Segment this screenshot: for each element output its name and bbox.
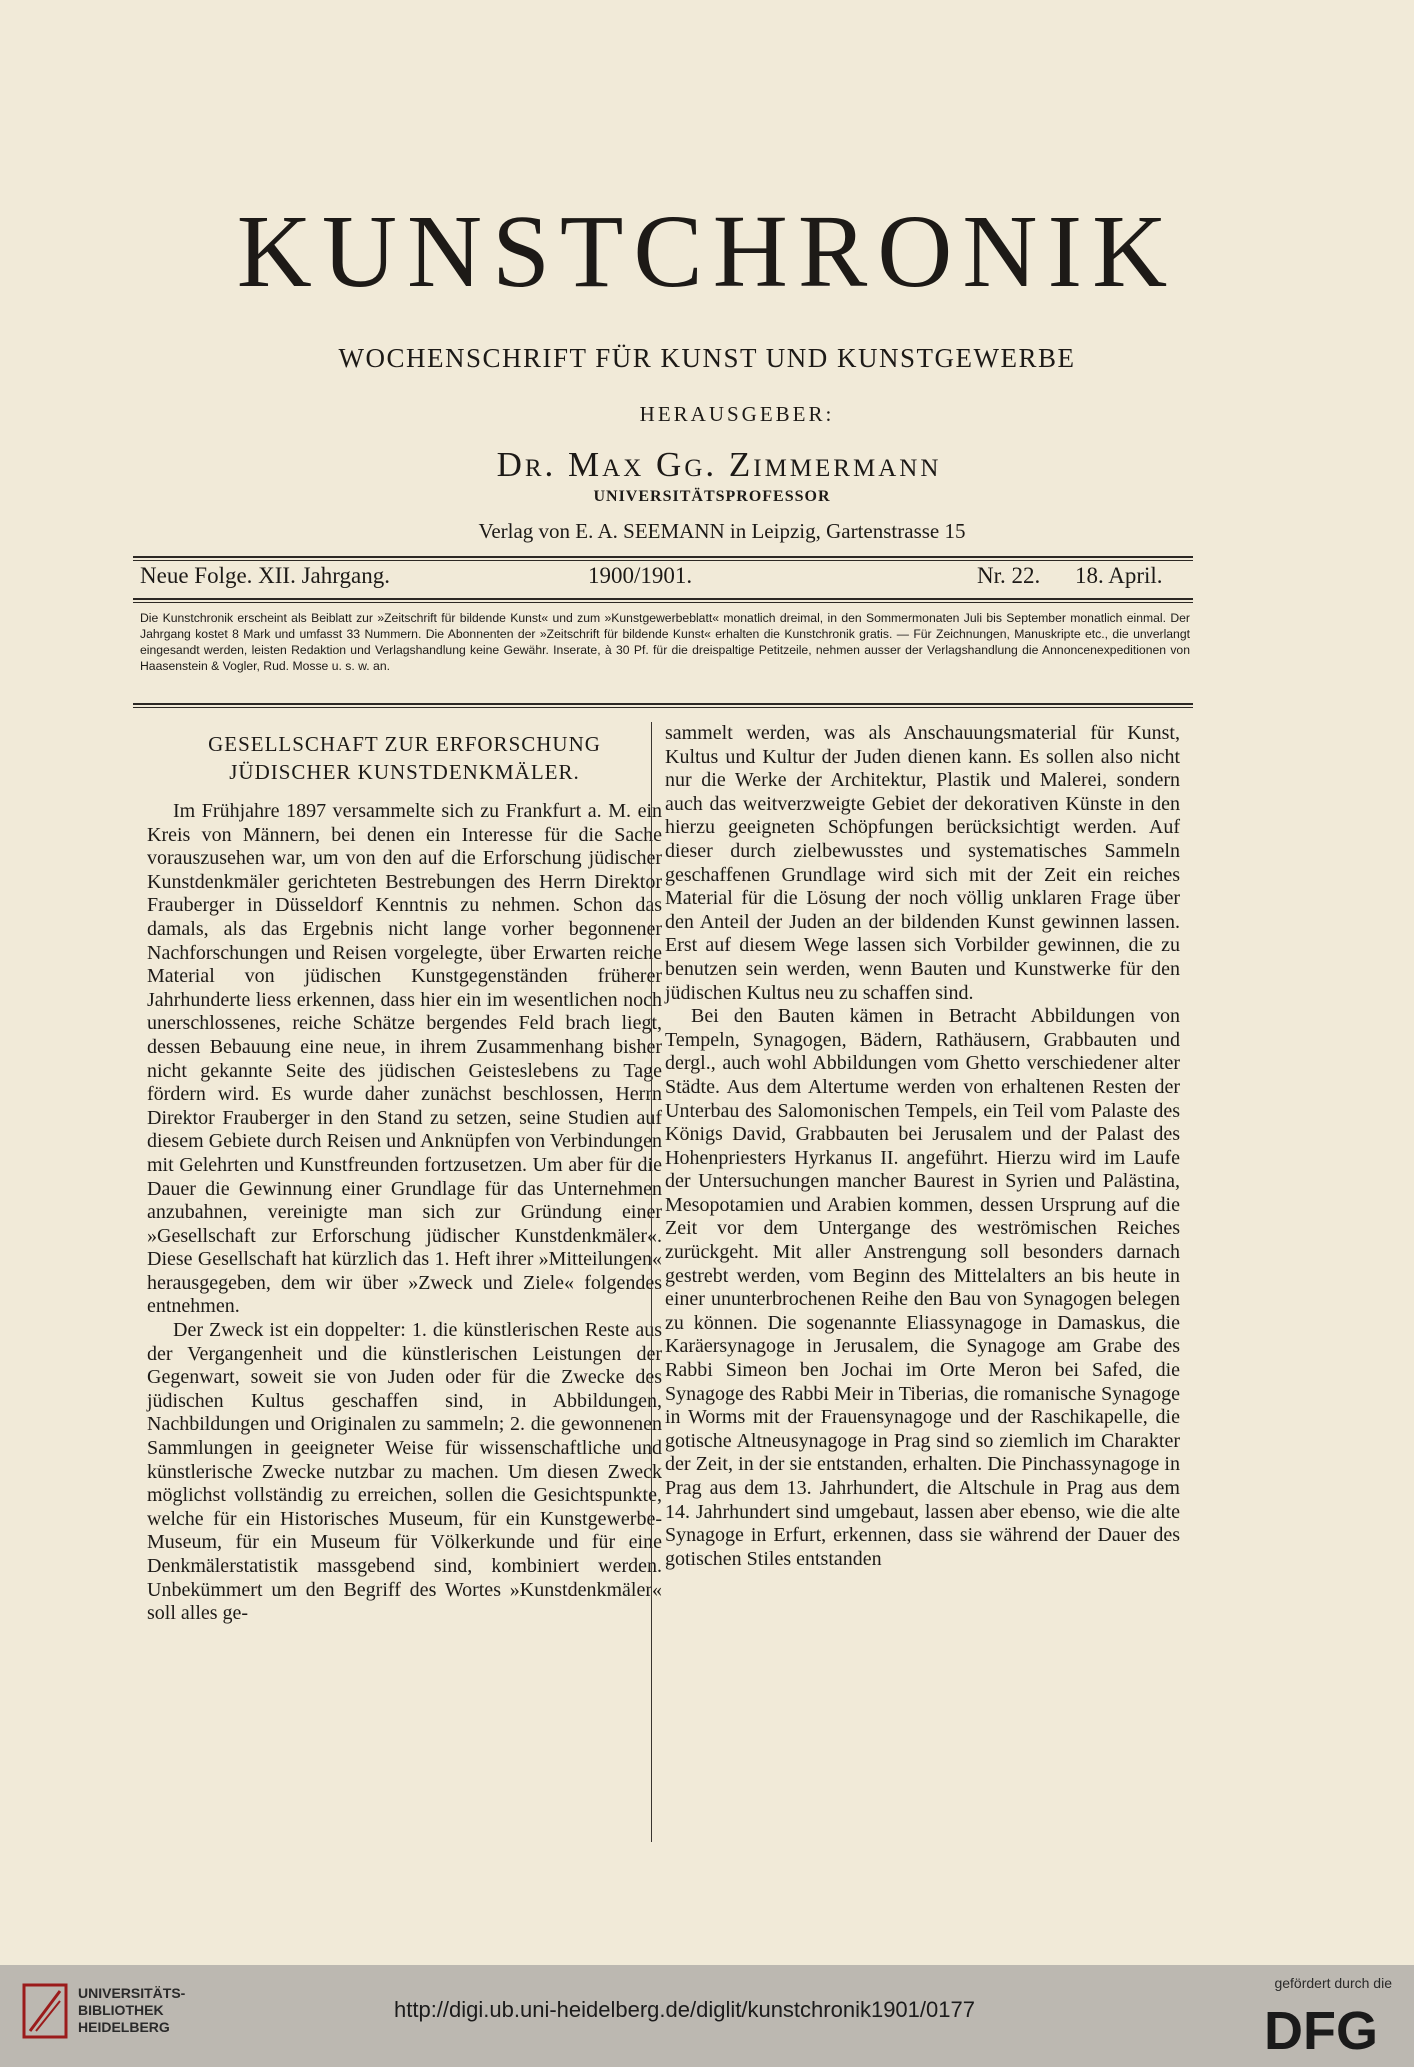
article-paragraph: Im Frühjahre 1897 versammelte sich zu Frankfurt a. M. ein Kreis von Männern, bei denen ein Interesse für die Sache vorauszusehen war, um von den auf die Erforschung jüdischer Kunstdenkmäler gerichteten Bestrebungen des Herrn Direktor Frauberger in Düsseldorf Kenntnis zu nehmen. Schon das damals, als das Ergebnis nicht lange vorher begonnener Nachforschungen und Reisen vorgelegte, über Erwarten reiche Material von jüdischen Kunstgegenständen früherer Jahrhunderte liess erkennen, dass hier ein im wesentlichen noch unerschlossenes, reiche Schätze bergendes Feld brach liegt, dessen Bebauung eine neue, in ihrem Zusammenhang bisher nicht gekannte Seite des jüdischen Geisteslebens zu Tage fördern wird. Es wurde daher zunächst beschlossen, Herrn Direktor Frauberger in den Stand zu setzen, seine Studien auf diesem Gebiete durch Reisen und Anknüpfen von Verbindungen mit Gelehrten und Kunstfreunden fortzusetzen. Um aber für die Dauer die Gewinnung einer Grundlage für das Unternehmen anzubahnen, vereinigte man sich zur Gründung einer »Gesellschaft zur Erforschung jüdischer Kunstdenkmäler«. Diese Gesellschaft hat kürzlich das 1. Heft ihrer »Mitteilungen« herausgegeben, dem wir über »Zweck und Ziele« folgendes entnehmen. bbox=[147, 800, 662, 1318]
article-paragraph: Der Zweck ist ein doppelter: 1. die künstlerischen Reste aus der Vergangenheit und die künstlerischen Leistungen der Gegenwart, soweit sie von Juden oder für die Zwecke des jüdischen Kultus geschaffen sind, in Abbildungen, Nachbildungen und Originalen zu sammeln; 2. die gewonnenen Sammlungen in geeigneter Weise für wissenschaftliche und künstlerische Zwecke nutzbar zu machen. Um diesen Zweck möglichst vollständig zu erreichen, sollen die Gesichtspunkte, welche für ein Historisches Museum, für ein Kunstgewerbe-Museum, für ein Museum für Völkerkunde und für eine Denkmälerstatistik massgebend sind, kombiniert werden. Unbekümmert um den Begriff des Wortes »Kunstdenkmäler« soll alles ge- bbox=[147, 1319, 662, 1625]
article-heading bbox=[147, 730, 662, 786]
editor-name: Dr. Max Gg. Zimmermann bbox=[496, 445, 942, 484]
issue-rule-top bbox=[133, 556, 1193, 558]
library-name-line-1: UNIVERSITÄTS- bbox=[78, 1985, 186, 2001]
issue-number: Nr. 22. bbox=[977, 563, 1041, 588]
issue-line bbox=[140, 563, 1180, 597]
article-column-left bbox=[147, 722, 662, 1626]
library-name-line-2: BIBLIOTHEK bbox=[78, 2002, 164, 2018]
editor-label: HERAUSGEBER: bbox=[639, 402, 835, 426]
article-paragraph: sammelt werden, was als Anschauungsmaterial für Kunst, Kultus und Kultur der Juden dienen kann. Es sollen also nicht nur die Werke der Architektur, Plastik und Malerei, sondern auch das weitverzweigte Gebiet der dekorativen Künste in den hierzu geeigneten Schöpfungen berücksichtigt werden. Auf dieser durch zielbewusstes und systematisches Sammeln geschaffenen Grundlage wird sich mit der Zeit ein reiches Material für die Lösung der noch völlig unklaren Frage über den Anteil der Juden an der bildenden Kunst gewinnen lassen. Erst auf diesem Wege lassen sich Vorbilder gewinnen, die zu benutzen sein werden, wenn Bauten und Kunstwerke für den jüdischen Kultus neu zu schaffen sind. bbox=[665, 722, 1180, 1004]
masthead-subtitle: WOCHENSCHRIFT FÜR KUNST UND KUNSTGEWERBE bbox=[338, 343, 1076, 373]
issue-rule-bottom bbox=[133, 598, 1193, 600]
issue-rule-bottom-thin bbox=[133, 602, 1193, 603]
library-name-line-3: HEIDELBERG bbox=[78, 2019, 170, 2035]
issue-rule-top-thin bbox=[133, 560, 1193, 561]
masthead-title: KUNSTCHRONIK bbox=[236, 194, 1178, 309]
notice-rule-thin bbox=[133, 707, 1193, 708]
publisher-line: Verlag von E. A. SEEMANN in Leipzig, Gartenstrasse 15 bbox=[478, 519, 966, 543]
dfg-logo-text: DFG bbox=[1264, 2001, 1378, 2057]
article-heading-line-2: JÜDISCHER KUNSTDENKMÄLER. bbox=[229, 760, 580, 784]
source-url-link[interactable]: http://digi.ub.uni-heidelberg.de/diglit/kunstchronik1901/0177 bbox=[394, 1997, 975, 2022]
library-name bbox=[78, 1985, 185, 2036]
issue-date: 18. April. bbox=[1075, 563, 1163, 588]
dfg-logo-icon bbox=[1252, 2001, 1390, 2057]
issue-series: Neue Folge. XII. Jahrgang. bbox=[140, 563, 390, 588]
editor-title: UNIVERSITÄTSPROFESSOR bbox=[593, 488, 831, 505]
article-heading-line-1: GESELLSCHAFT ZUR ERFORSCHUNG bbox=[208, 732, 601, 756]
university-library-logo-icon bbox=[22, 1983, 68, 2039]
article-column-right bbox=[665, 722, 1180, 1571]
article-paragraph: Bei den Bauten kämen in Betracht Abbildungen von Tempeln, Synagogen, Bädern, Rathäusern, Grabbauten und dergl., auch wohl Abbildungen vom Ghetto verschiedener alter Städte. Aus dem Altertume werden von erhaltenen Resten der Unterbau des Salomonischen Tempels, ein Teil vom Palaste des Königs David, Grabbauten bei Jerusalem und der Palast des Hohenpriesters Hyrkanus II. angeführt. Hierzu wird im Laufe der Untersuchungen mancher Baurest in Syrien und Palästina, Mesopotamien und Arabien kommen, dessen Ursprung auf die Zeit vor dem Untergange des weströmischen Reiches zurückgeht. Mit aller Anstrengung soll besonders darnach gestrebt werden, vom Beginn des Mittelalters an bis heute in einer ununterbrochenen Reihe den Bau von Synagogen belegen zu können. Die sogenannte Eliassynagoge in Damaskus, die Karäersynagoge in Jerusalem, die Synagoge am Grabe des Rabbi Simeon ben Jochai im Orte Meron bei Safed, die Synagoge des Rabbi Meir in Tiberias, die romanische Synagoge in Worms mit der Frauensynagoge und der Raschikapelle, die gotische Altneusynagoge in Prag sind so ziemlich im Charakter der Zeit, in der sie entstanden, erhalten. Die Pinchassynagoge in Prag aus dem 13. Jahrhundert, die Altschule in Prag aus dem 14. Jahrhundert sind umgebaut, lassen aber ebenso, wie die alte Synagoge in Erfurt, erkennen, dass sie während der Dauer des gotischen Stiles entstanden bbox=[665, 1005, 1180, 1570]
issue-year: 1900/1901. bbox=[588, 563, 693, 588]
funding-label: gefördert durch die bbox=[1274, 1975, 1392, 1991]
notice-rule bbox=[133, 703, 1193, 705]
column-divider bbox=[651, 722, 652, 1842]
subscription-notice: Die Kunstchronik erscheint als Beiblatt zur »Zeitschrift für bildende Kunst« und zum »Kunstgewerbeblatt« monatlich dreimal, in den Sommermonaten Juli bis September monatlich einmal. Der Jahrgang kostet 8 Mark und umfasst 33 Nummern. Die Abonnenten der »Zeitschrift für bildende Kunst« erhalten die Kunstchronik gratis. — Für Zeichnungen, Manuskripte etc., die unverlangt eingesandt werden, leisten Redaktion und Verlagshandlung keine Gewähr. Inserate, à 30 Pf. für die dreispaltige Petitzeile, nehmen ausser der Verlagshandlung die Annoncenexpeditionen von Haasenstein & Vogler, Rud. Mosse u. s. w. an. bbox=[140, 611, 1190, 673]
digitization-footer bbox=[0, 1965, 1414, 2067]
